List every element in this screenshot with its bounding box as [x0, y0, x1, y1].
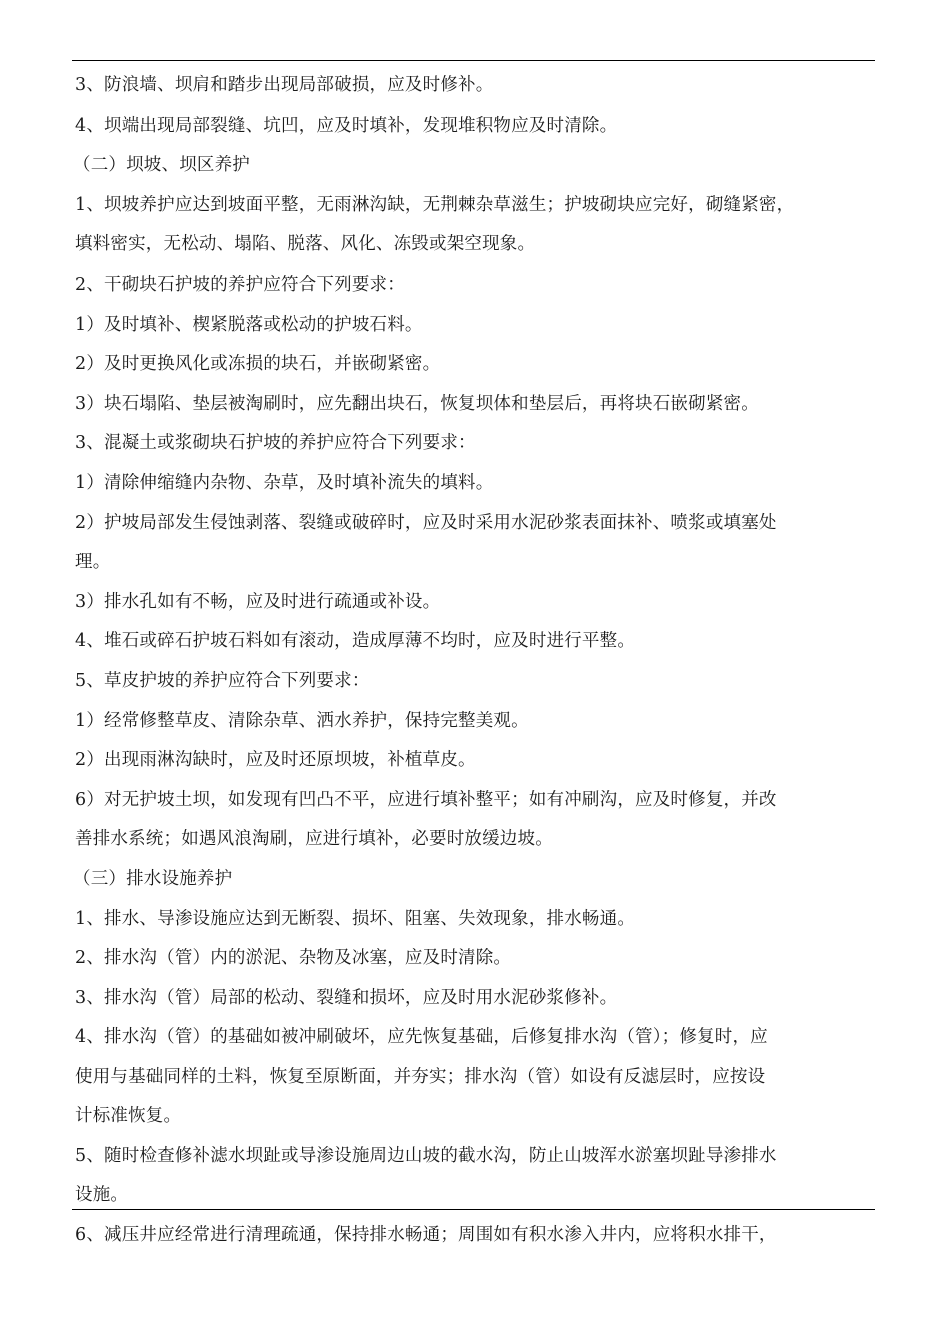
text-line: 2）出现雨淋沟缺时，应及时还原坝坡，补植草皮。: [75, 750, 476, 770]
text-line: 善排水系统；如遇风浪淘刷，应进行填补，必要时放缓边坡。: [75, 829, 553, 849]
text-line: 4、排水沟（管）的基础如被冲刷破坏，应先恢复基础，后修复排水沟（管）；修复时，应: [75, 1027, 768, 1047]
text-line: 理。: [75, 552, 111, 572]
text-line: 3）排水孔如有不畅，应及时进行疏通或补设。: [75, 592, 441, 612]
text-line: 4、坝端出现局部裂缝、坑凹，应及时填补，发现堆积物应及时清除。: [75, 116, 618, 136]
text-line: 4、堆石或碎石护坡石料如有滚动，造成厚薄不均时，应及时进行平整。: [75, 631, 636, 651]
header-rule: [72, 60, 875, 61]
text-line: 使用与基础同样的土料，恢复至原断面，并夯实；排水沟（管）如设有反滤层时，应按设: [75, 1067, 766, 1087]
text-line: 3、排水沟（管）局部的松动、裂缝和损坏，应及时用水泥砂浆修补。: [75, 988, 618, 1008]
text-line: 3、混凝土或浆砌块石护坡的养护应符合下列要求：: [75, 433, 476, 453]
text-line: 6、减压井应经常进行清理疏通，保持排水畅通；周围如有积水渗入井内，应将积水排干，: [75, 1225, 777, 1245]
text-line: 2、排水沟（管）内的淤泥、杂物及冰塞，应及时清除。: [75, 948, 512, 968]
text-line: 5、随时检查修补滤水坝趾或导渗设施周边山坡的截水沟，防止山坡浑水淤塞坝趾导渗排水: [75, 1146, 777, 1166]
text-line: 6）对无护坡土坝，如发现有凹凸不平，应进行填补整平；如有冲刷沟，应及时修复，并改: [75, 790, 777, 810]
text-line: 1、坝坡养护应达到坡面平整，无雨淋沟缺，无荆棘杂草滋生；护坡砌块应完好，砌缝紧密，: [75, 195, 795, 215]
text-line: 3、防浪墙、坝肩和踏步出现局部破损，应及时修补。: [75, 75, 494, 95]
text-line: 2）及时更换风化或冻损的块石，并嵌砌紧密。: [75, 354, 441, 374]
section-heading: （三）排水设施养护: [73, 869, 233, 889]
text-line: 填料密实，无松动、塌陷、脱落、风化、冻毁或架空现象。: [75, 234, 536, 254]
text-line: 2）护坡局部发生侵蚀剥落、裂缝或破碎时，应及时采用水泥砂浆表面抹补、喷浆或填塞处: [75, 513, 777, 533]
text-line: 1、排水、导渗设施应达到无断裂、损坏、阻塞、失效现象，排水畅通。: [75, 909, 636, 929]
text-line: 计标准恢复。: [75, 1106, 182, 1126]
section-heading: （二）坝坡、坝区养护: [73, 155, 250, 175]
text-line: 设施。: [75, 1185, 129, 1205]
page-break-rule: [72, 1209, 875, 1210]
text-line: 3）块石塌陷、垫层被淘刷时，应先翻出块石，恢复坝体和垫层后，再将块石嵌砌紧密。: [75, 394, 759, 414]
text-line: 5、草皮护坡的养护应符合下列要求：: [75, 671, 370, 691]
text-line: 2、干砌块石护坡的养护应符合下列要求：: [75, 275, 405, 295]
text-line: 1）清除伸缩缝内杂物、杂草，及时填补流失的填料。: [75, 473, 494, 493]
text-line: 1）及时填补、楔紧脱落或松动的护坡石料。: [75, 315, 423, 335]
text-line: 1）经常修整草皮、清除杂草、洒水养护，保持完整美观。: [75, 711, 529, 731]
